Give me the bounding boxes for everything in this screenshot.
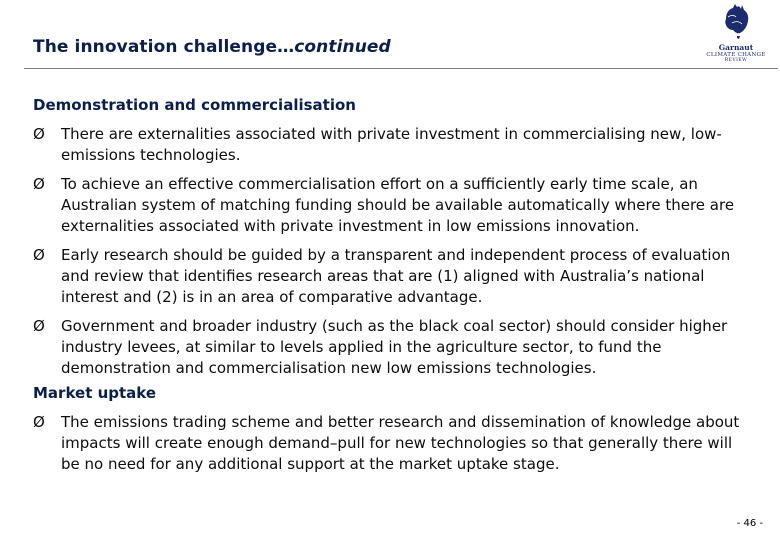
logo-line-2: CLIMATE CHANGE [706,51,766,58]
bullet-text: The emissions trading scheme and better research and dissemination of knowledge about impacts will create enough demand–pull for new technologies so that generally there will be no need for any additional support at the market uptake stage. [61,413,740,473]
bullet-text: Government and broader industry (such as the black coal sector) should consider higher industry levees, at similar to levels applied in the agriculture sector, to fund the demonstration and commercialisation new low emissions technologies. [61,317,728,377]
logo-line-1: Garnaut [718,43,754,52]
page-number: - 46 - [736,518,763,529]
bullet-item [33,412,753,475]
bullet-arrow-icon: Ø [33,175,45,193]
bullet-arrow-icon: Ø [33,246,45,264]
bullet-arrow-icon: Ø [33,125,45,143]
bullet-item [33,316,753,379]
slide-title-continued: continued [294,37,391,57]
bullet-item [33,245,753,308]
bullet-item [33,124,753,166]
bullet-arrow-icon: Ø [33,317,45,335]
section-heading-demonstration: Demonstration and commercialisation [33,96,356,114]
section-heading-market-uptake: Market uptake [33,384,157,402]
australia-map-icon [722,3,750,41]
slide-title [33,37,391,57]
bullet-text: Early research should be guided by a transparent and independent process of evaluation and review that identifies research areas that are (1) aligned with Australia’s national interest and (2) is in an area of comparative advantage. [61,246,731,306]
bullet-text: There are externalities associated with private investment in commercialising new, low-emissions technologies. [61,125,722,164]
slide-content [33,95,753,475]
bullet-item [33,174,753,237]
logo-line-3: REVIEW [724,58,748,63]
bullet-text: To achieve an effective commercialisation effort on a sufficiently early time scale, an Australian system of matching funding should be available automatically where there are externalities associated with private investment in low emissions innovation. [61,175,735,235]
bullet-arrow-icon: Ø [33,413,45,431]
slide-title-main: The innovation challenge… [33,37,295,57]
title-divider [24,68,778,69]
logo [694,3,778,65]
